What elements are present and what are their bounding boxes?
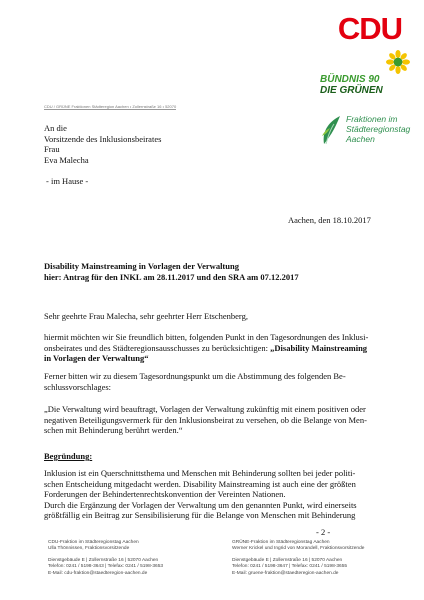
recipient-address [44,123,161,165]
gruene-wordmark [320,74,383,96]
fraktion-line-3: Aachen [346,134,375,144]
cdu-logo: CDU [337,11,402,46]
quote-line-3: schen mit Behinderung berührt werden.“ [44,425,183,435]
salutation: Sehr geehrte Frau Malecha, sehr geehrter Herr Etschenberg, [44,311,248,321]
footer-cdu-line-4: Telefon: 0241 / 5198-3643 | Telefax: 0241 / 5198-3653 [48,564,164,570]
reasoning-heading: Begründung: [44,451,93,461]
footer-gruene-line-5: E-Mail: gruene-fraktion@staedteregion-aachen.de [232,570,339,576]
subject-block [44,261,299,282]
recipient-line-1: An die [44,123,67,133]
p2-line-2: schlussvorschlages: [44,381,112,392]
gruene-line-2: DIE GRÜNEN [320,85,383,96]
p2-line-1: Ferner bitten wir zu diesem Tagesordnungspunkt um die Abstimmung des folgenden Be- [44,371,346,381]
paragraph-vote-request [44,371,376,392]
footer-gruene-line-1: GRÜNE-Fraktion im Städteregionstag Aachen [232,540,330,545]
p1-line-1: hiermit möchten wir Sie freundlich bitten, folgenden Punkt in den Tagesordnungen des Inklusi- [44,332,369,342]
fraktionen-logo [320,112,412,152]
resolution-proposal [44,404,376,436]
quote-line-1: „Die Verwaltung wird beauftragt, Vorlagen der Verwaltung zukünftig mit einem positiven oder [44,404,366,414]
p3-line-4: Durch die Ergänzung der Vorlagen der Verwaltung um den genannten Punkt, wird einerseits [44,499,357,510]
fraktion-line-2: Städteregionstag [346,124,411,134]
paragraph-reasoning [44,468,376,521]
p3-line-2: schen Entscheidung mitgedacht werden. Disability Mainstreaming ist auch eine der größten [44,478,356,489]
p1-line-2-bold: „Disability Mainstreaming [270,342,368,353]
paragraph-request [44,332,376,364]
footer-cdu-line-2: Ulla Thönnissen, Fraktionsvorsitzende [48,546,130,552]
recipient-line-3: Frau [44,144,60,154]
sunflower-icon [386,50,410,74]
leaf-mark-icon [320,114,342,146]
footer-cdu-line-3: Dienstgebäude E | Zollernstraße 16 | 52070 Aachen [48,557,159,563]
footer-gruene-line-2: Werner Krickel und Ingrid von Morandell, Fraktionsvorsitzende [232,546,365,552]
p1-line-2 [44,343,376,354]
p3-line-1: Inklusion ist ein Querschnittsthema und Menschen mit Behinderung sollten bei jeder politi- [44,468,356,478]
subject-line-2: hier: Antrag für den INKL am 28.11.2017 und den SRA am 07.12.2017 [44,271,299,282]
footer-cdu-line-1: CDU-Fraktion im Städteregionstag Aachen [48,540,139,545]
gruene-logo [318,50,410,100]
p1-line-3-bold: in Vorlagen der Verwaltung“ [44,353,149,363]
sender-return-line: CDU / GRÜNE Fraktionen Städteregion Aachen • Zollernstraße 16 • 52070 [44,104,177,109]
recipient-line-4: Eva Malecha [44,154,89,165]
in-house-note: - im Hause - [46,176,89,186]
fraktion-line-1: Fraktionen im [346,114,398,124]
page-number: - 2 - [316,527,331,537]
footer-gruene [232,540,364,577]
footer-cdu [48,540,163,577]
fraktionen-wordmark [346,114,410,144]
footer-gruene-line-3: Dienstgebäude E | Zollernstraße 16 | 52070 Aachen [232,557,343,563]
quote-line-2: negativen Beteiligungsvermerk für den Inklusionsbeirat zu versehen, ob die Belange von Men- [44,414,367,425]
footer-gruene-line-4: Telefon: 0241 / 5198-3647 | Telefax: 0241 / 5198-3655 [232,564,348,570]
p1-line-2-text: onsbeirates und des Städteregionsausschusses zu berücksichtigen: [44,342,271,353]
footer-cdu-line-5: E-Mail: cdu-fraktion@staedteregion-aachen.de [48,570,148,576]
letter-date: Aachen, den 18.10.2017 [288,215,371,225]
recipient-line-2: Vorsitzende des Inklusionsbeirates [44,133,162,144]
subject-line-1: Disability Mainstreaming in Vorlagen der Verwaltung [44,261,239,271]
gruene-line-1: BÜNDNIS 90 [320,74,380,85]
p3-line-5: größtfällig ein Beitrag zur Sensibilisierung für die Belange von Menschen mit Behinderung [44,510,356,520]
p3-line-3: Forderungen der Behindertenrechtskonvention der Vereinten Nationen. [44,489,286,499]
